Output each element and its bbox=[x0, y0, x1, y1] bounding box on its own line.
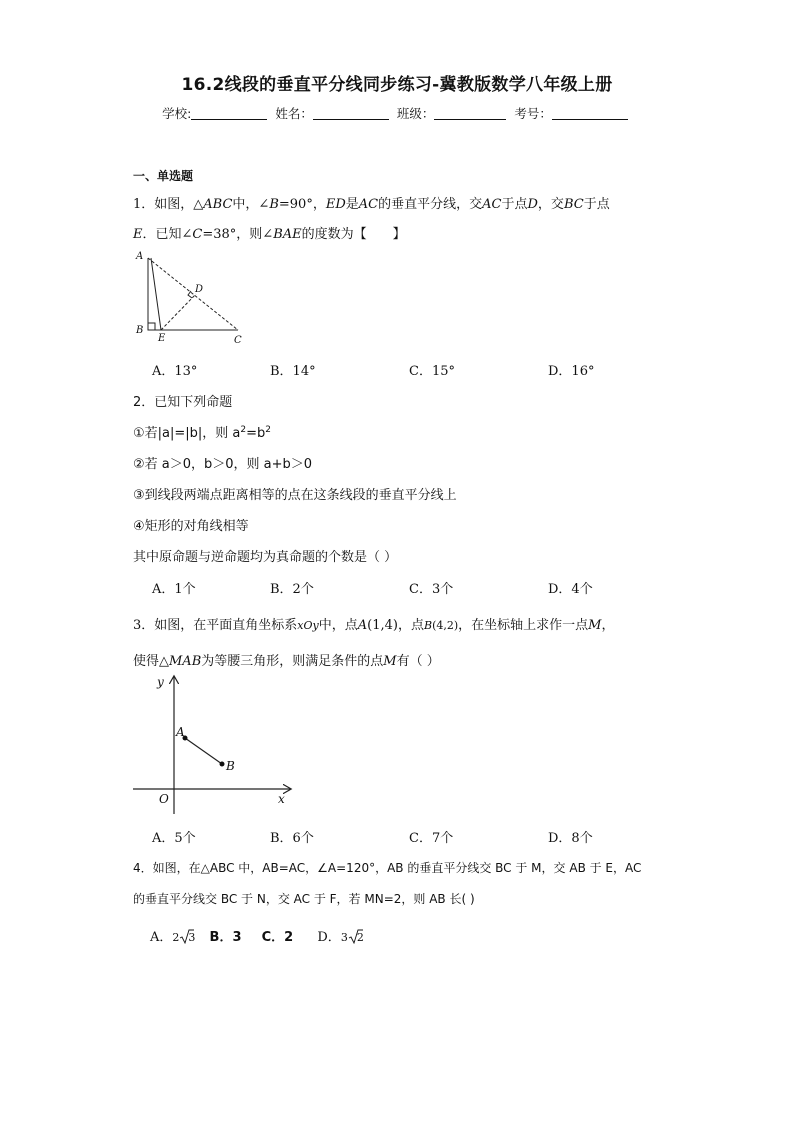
q1-stem-line1: 1．如图，△ABC中，∠B=90°，ED是AC的垂直平分线，交AC于点D，交BC于点 bbox=[133, 197, 610, 212]
q3-coordinate-figure bbox=[130, 672, 295, 817]
q1-right-angle-d bbox=[188, 291, 192, 298]
q1-option-a[interactable]: A．13° bbox=[152, 364, 198, 379]
q3-option-a[interactable]: A．5个 bbox=[152, 831, 196, 846]
q1-label-c: C bbox=[234, 335, 242, 346]
q1-triangle-figure bbox=[130, 250, 255, 348]
q3-label-o: O bbox=[159, 792, 169, 806]
q1-label-d: D bbox=[195, 284, 204, 295]
q2-option-b[interactable]: B．2个 bbox=[270, 582, 314, 597]
page-title: 16.2线段的垂直平分线同步练习-冀教版数学八年级上册 bbox=[181, 75, 613, 95]
q1-segment-ae bbox=[151, 258, 161, 330]
q4-stem-line1: 4．如图，在△ABC 中，AB=AC，∠A=120°，AB 的垂直平分线交 BC 于 M，交 AB 于 E，AC bbox=[133, 861, 642, 875]
q1-segment-ed bbox=[161, 294, 196, 330]
q2-option-d[interactable]: D．4个 bbox=[548, 582, 593, 597]
q1-label-b: B bbox=[136, 325, 144, 336]
q4-option-d[interactable]: D．3 2 bbox=[317, 930, 364, 945]
q3-label-x: x bbox=[278, 792, 285, 806]
q3-label-a: A bbox=[176, 725, 185, 739]
q1-label-a: A bbox=[136, 251, 144, 262]
q1-option-b[interactable]: B．14° bbox=[270, 364, 316, 379]
q2-question: 其中原命题与逆命题均为真命题的个数是（ ） bbox=[133, 550, 398, 565]
q4-stem-line2: 的垂直平分线交 BC 于 N，交 AC 于 F，若 MN=2，则 AB 长( ) bbox=[133, 892, 475, 906]
q2-item-1: ①若|a|=|b|，则 $a^2=b^2$ bbox=[133, 425, 272, 441]
q1-right-angle-b bbox=[148, 323, 155, 330]
q3-segment-ab bbox=[185, 738, 222, 764]
q4-option-a[interactable]: A．2 3 bbox=[150, 930, 196, 945]
school-label: 学校: bbox=[162, 106, 192, 121]
q2-item-3: ③到线段两端点距离相等的点在这条线段的垂直平分线上 bbox=[133, 488, 457, 503]
q3-option-d[interactable]: D．8个 bbox=[548, 831, 593, 846]
q2-item-2: ②若 a＞0，b＞0，则 a+b＞0 bbox=[133, 457, 313, 472]
class-blank bbox=[434, 107, 506, 120]
exam-number-label: 考号： bbox=[514, 106, 552, 121]
section-title: 一、单选题 bbox=[133, 169, 194, 183]
q2-option-c[interactable]: C．3个 bbox=[409, 582, 454, 597]
exam-number-blank bbox=[552, 107, 628, 120]
q3-stem-line1: 3．如图，在平面直角坐标系xOy中，点A(1,4)，点B(4,2)，在坐标轴上求作一点M， bbox=[133, 618, 615, 633]
q4-option-b[interactable]: B．3 bbox=[209, 930, 242, 945]
q3-label-b: B bbox=[226, 759, 235, 773]
school-blank bbox=[191, 107, 267, 120]
name-label: 姓名： bbox=[275, 106, 313, 121]
q2-item-4: ④矩形的对角线相等 bbox=[133, 519, 249, 534]
q1-side-ac bbox=[148, 258, 238, 330]
q1-option-c[interactable]: C．15° bbox=[409, 364, 455, 379]
q4-options bbox=[150, 926, 364, 945]
q2-stem: 2．已知下列命题 bbox=[133, 395, 233, 410]
class-label: 班级： bbox=[396, 106, 435, 121]
q1-label-e: E bbox=[158, 333, 166, 344]
q1-option-d[interactable]: D．16° bbox=[548, 364, 595, 379]
q4-option-c[interactable]: C．2 bbox=[261, 930, 294, 945]
q3-option-c[interactable]: C．7个 bbox=[409, 831, 454, 846]
q2-option-a[interactable]: A．1个 bbox=[152, 582, 196, 597]
q3-point-b bbox=[220, 762, 225, 767]
student-info-line bbox=[0, 104, 794, 122]
name-blank bbox=[313, 107, 389, 120]
q3-stem-line2: 使得△MAB为等腰三角形，则满足条件的点M有（ ） bbox=[133, 654, 440, 669]
q3-option-b[interactable]: B．6个 bbox=[270, 831, 314, 846]
q3-label-y: y bbox=[157, 675, 164, 689]
q1-stem-line2: E．已知∠C=38°，则∠BAE的度数为【 】 bbox=[133, 227, 406, 242]
